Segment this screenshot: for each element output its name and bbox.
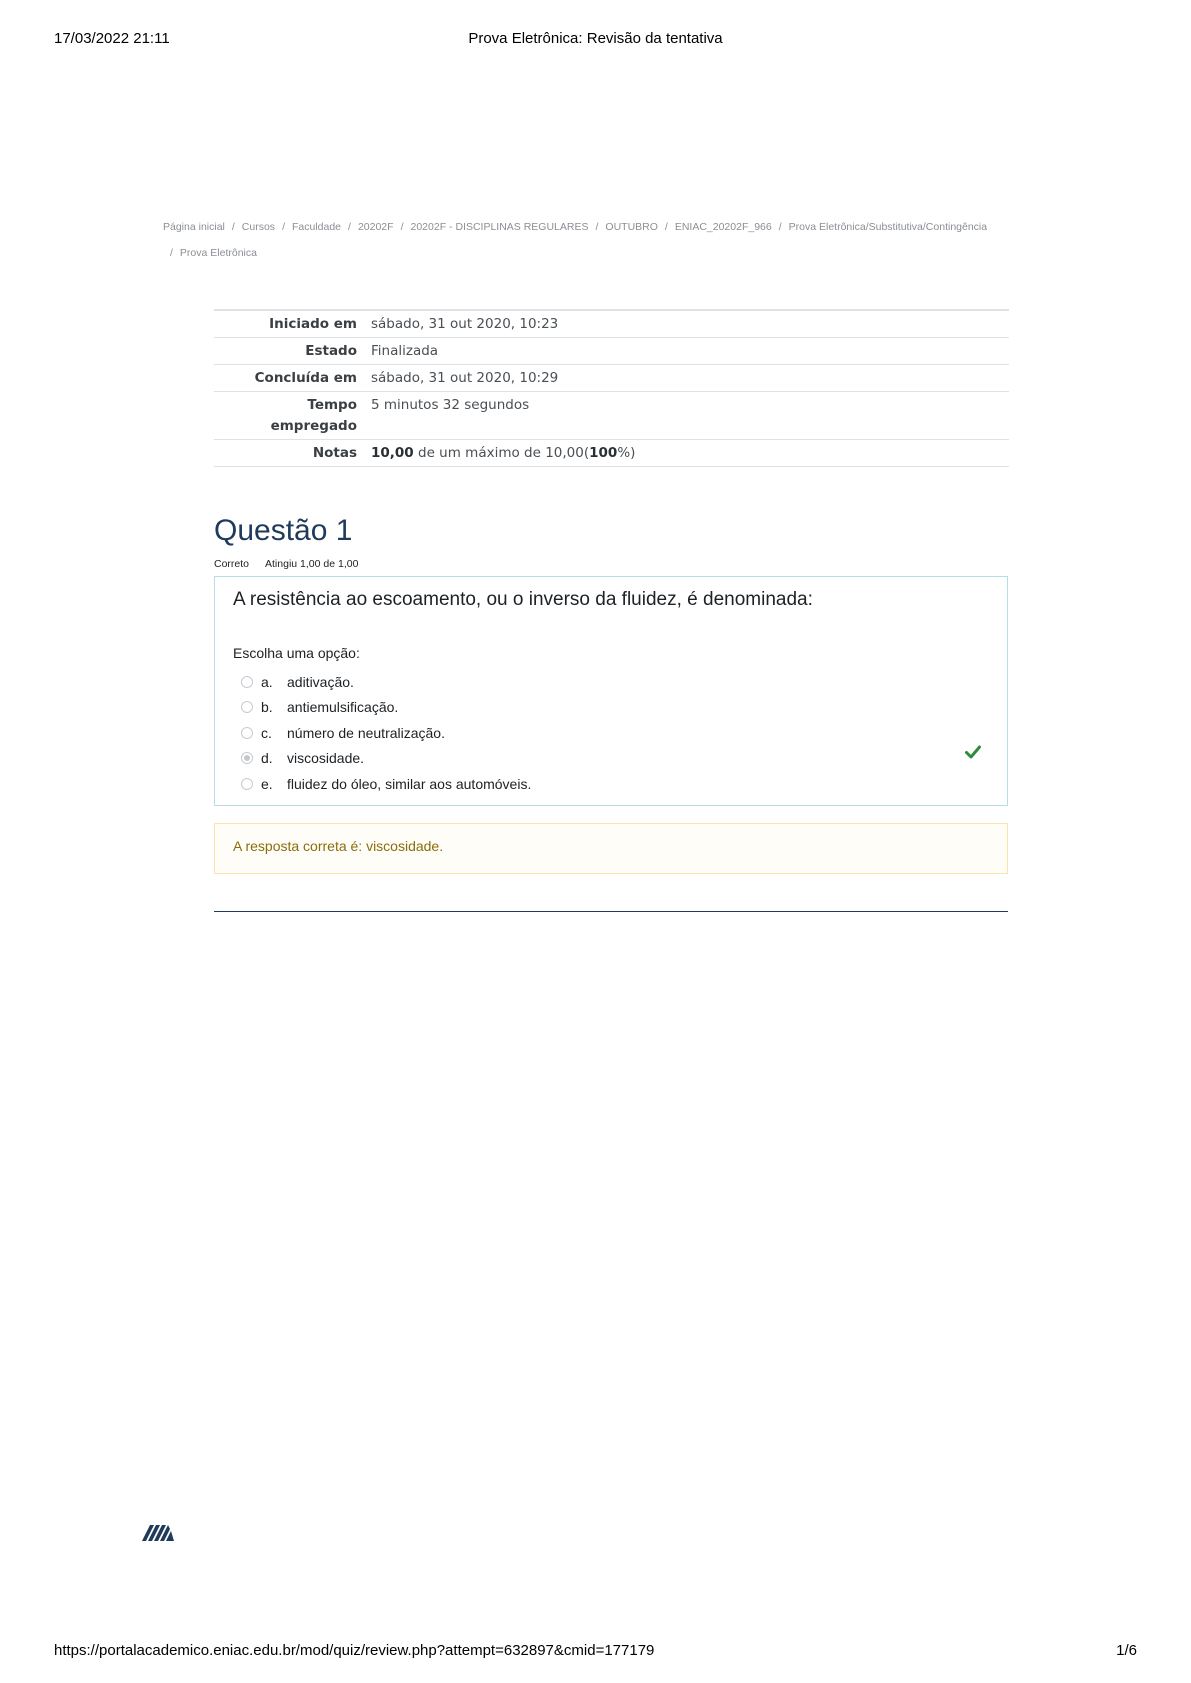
option-text: número de neutralização.: [287, 724, 445, 741]
answer-option-a[interactable]: [241, 669, 531, 695]
summary-label: Iniciado em: [214, 310, 364, 338]
print-title: Prova Eletrônica: Revisão da tentativa: [468, 30, 723, 47]
breadcrumb-item-regular-courses[interactable]: 20202F - DISCIPLINAS REGULARES: [410, 221, 589, 233]
breadcrumb-item-month[interactable]: OUTUBRO: [605, 221, 658, 233]
breadcrumb-separator: /: [778, 221, 782, 233]
summary-label: Concluída em: [214, 365, 364, 392]
summary-row: [214, 365, 1009, 392]
summary-row: [214, 392, 1009, 440]
question-status: Correto: [214, 558, 250, 570]
summary-label: Estado: [214, 338, 364, 365]
breadcrumb-separator: /: [348, 221, 351, 233]
option-text: viscosidade.: [287, 750, 365, 767]
answer-option-b[interactable]: [241, 695, 531, 721]
radio-button[interactable]: [241, 676, 253, 688]
question-box: [214, 576, 1008, 806]
breadcrumb-item-term[interactable]: 20202F: [357, 221, 394, 233]
grade-value: [364, 440, 1009, 467]
radio-button-selected[interactable]: [241, 752, 253, 764]
breadcrumb-item-section[interactable]: Prova Eletrônica/Substitutiva/Contingência: [788, 221, 988, 233]
correct-answer-feedback: [214, 823, 1008, 874]
breadcrumb-item-faculty[interactable]: Faculdade: [291, 221, 342, 233]
print-date: 17/03/2022 21:11: [54, 30, 170, 47]
print-header: [54, 30, 1137, 50]
print-footer: [54, 1642, 1137, 1662]
feedback-text: A resposta correta é: viscosidade.: [233, 838, 444, 854]
summary-row: [214, 310, 1009, 338]
breadcrumb: [163, 214, 1023, 266]
summary-value: sábado, 31 out 2020, 10:23: [364, 310, 1009, 338]
summary-label: Notas: [214, 440, 364, 467]
summary-value: sábado, 31 out 2020, 10:29: [364, 365, 1009, 392]
radio-button[interactable]: [241, 778, 253, 790]
eniac-logo-icon: [142, 1523, 174, 1541]
breadcrumb-separator: /: [664, 221, 668, 233]
breadcrumb-item-quiz[interactable]: Prova Eletrônica: [179, 247, 257, 259]
attempt-summary-table: [214, 309, 1009, 467]
radio-button[interactable]: [241, 701, 253, 713]
answer-option-d[interactable]: [241, 746, 531, 772]
breadcrumb-item-home[interactable]: Página inicial: [163, 221, 225, 233]
option-letter: b.: [261, 699, 273, 716]
answer-prompt: Escolha uma opção:: [233, 645, 360, 661]
breadcrumb-separator: /: [282, 221, 285, 233]
breadcrumb-separator: /: [595, 221, 599, 233]
question-text: A resistência ao escoamento, ou o inverso da fluidez, é denominada:: [233, 589, 813, 610]
answer-options: [241, 669, 531, 797]
answer-option-e[interactable]: [241, 771, 531, 797]
question-info: [214, 558, 358, 570]
check-icon: [965, 745, 981, 759]
option-text: aditivação.: [287, 673, 354, 690]
breadcrumb-item-courses[interactable]: Cursos: [241, 221, 276, 233]
answer-option-c[interactable]: [241, 720, 531, 746]
option-text: antiemulsificação.: [287, 699, 399, 716]
summary-row-grade: [214, 440, 1009, 467]
summary-value: 5 minutos 32 segundos: [364, 392, 1009, 440]
option-letter: e.: [261, 775, 273, 792]
option-letter: a.: [261, 673, 273, 690]
page-number: 1/6: [1116, 1642, 1137, 1659]
question-title: Questão 1: [214, 514, 353, 547]
question-mark: Atingiu 1,00 de 1,00: [265, 558, 359, 570]
option-text: fluidez do óleo, similar aos automóveis.: [287, 775, 532, 792]
grade-score: 10,00: [371, 445, 414, 461]
option-letter: d.: [261, 750, 273, 767]
summary-value: Finalizada: [364, 338, 1009, 365]
breadcrumb-separator: /: [400, 221, 404, 233]
breadcrumb-item-course[interactable]: ENIAC_20202F_966: [674, 221, 772, 233]
radio-button[interactable]: [241, 727, 253, 739]
summary-row: [214, 338, 1009, 365]
page-url: https://portalacademico.eniac.edu.br/mod/quiz/review.php?attempt=632897&cmid=177179: [54, 1642, 655, 1659]
breadcrumb-separator: /: [170, 247, 173, 259]
grade-percent: 100: [589, 445, 618, 461]
grade-percent-sign: %): [617, 445, 636, 461]
summary-label: Tempo empregado: [214, 392, 364, 440]
breadcrumb-separator: /: [231, 221, 235, 233]
option-letter: c.: [261, 724, 272, 741]
grade-max-text: de um máximo de 10,00(: [418, 445, 590, 461]
divider: [214, 911, 1008, 912]
